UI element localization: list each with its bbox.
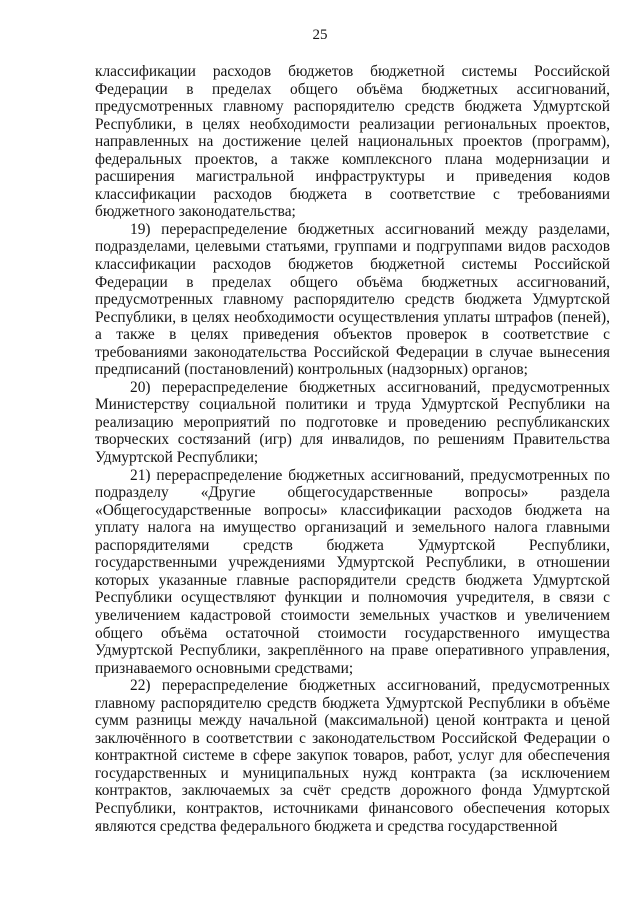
page-number: 25 (312, 27, 328, 43)
paragraph-item-19: 19) перераспределение бюджетных ассигнований между разделами, подразделами, целевыми статьями, группами и подгруппами видов расходов классификации расходов бюджетов бюджетной системы Российской Федерации в пределах общего объёма бюджетных ассигнований, предусмотренных главному распорядителю средств бюджета Удмуртской Республики, в целях необходимости осуществления уплаты штрафов (пеней), а также в целях приведения объектов проверок в соответствие с требованиями законодательства Российской Федерации в случае вынесения предписаний (постановлений) контрольных (надзорных) органов; (95, 220, 610, 379)
paragraph-item-21: 21) перераспределение бюджетных ассигнований, предусмотренных по подразделу «Другие общегосударственные вопросы» раздела «Общегосударственные вопросы» классификации расходов бюджета на уплату налога на имущество организаций и земельного налога главными распорядителями средств бюджета Удмуртской Республики, государственными учреждениями Удмуртской Республики, в отношении которых указанные главные распорядители средств бюджета Удмуртской Республики осуществляют функции и полномочия учредителя, в связи с увеличением кадастровой стоимости земельных участков и увеличением общего объёма остаточной стоимости государственного имущества Удмуртской Республики, закреплённого на праве оперативного управления, признаваемого основными средствами; (95, 466, 610, 677)
paragraph-item-22: 22) перераспределение бюджетных ассигнований, предусмотренных главному распорядителю средств бюджета Удмуртской Республики в объёме сумм разницы между начальной (максимальной) ценой контракта и ценой заключённого в соответствии с законодательством Российской Федерации о контрактной системе в сфере закупок товаров, работ, услуг для обеспечения государственных и муниципальных нужд контракта (за исключением контрактов, заключаемых за счёт средств дорожного фонда Удмуртской Республики, контрактов, источниками финансового обеспечения которых являются средства федерального бюджета и средства государственной (95, 677, 610, 835)
document-body (95, 63, 610, 835)
paragraph-item-20: 20) перераспределение бюджетных ассигнований, предусмотренных Министерству социальной политики и труда Удмуртской Республики на реализацию мероприятий по подготовке и проведению республиканских творческих состязаний (игр) для инвалидов, по решениям Правительства Удмуртской Республики; (95, 378, 610, 467)
paragraph-continuation: классификации расходов бюджетов бюджетной системы Российской Федерации в пределах общего объёма бюджетных ассигнований, предусмотренных главному распорядителю средств бюджета Удмуртской Республики, в целях необходимости реализации региональных проектов, направленных на достижение целей национальных проектов (программ), федеральных проектов, а также комплексного плана модернизации и расширения магистральной инфраструктуры и приведения кодов классификации расходов бюджета в соответствие с требованиями бюджетного законодательства; (95, 63, 610, 221)
